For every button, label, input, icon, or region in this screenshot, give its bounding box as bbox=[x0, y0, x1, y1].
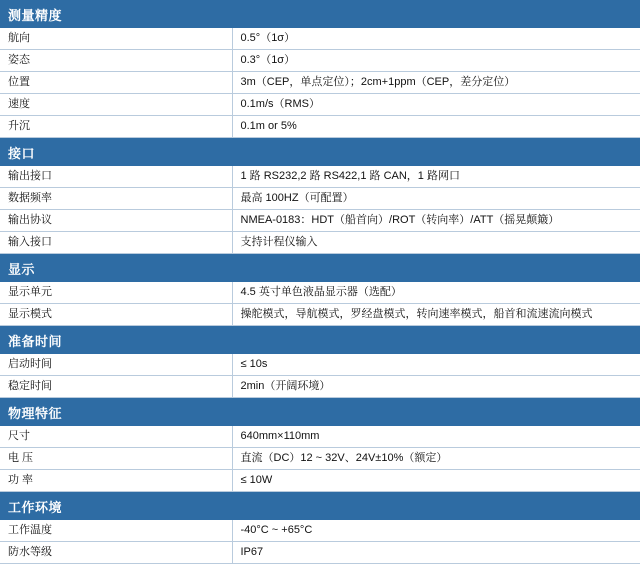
section-header-row bbox=[0, 138, 640, 167]
spec-label: 稳定时间 bbox=[0, 376, 232, 398]
table-row bbox=[0, 72, 640, 94]
spec-label: 数据频率 bbox=[0, 188, 232, 210]
spec-value: -40°C ~ +65°C bbox=[232, 520, 640, 542]
table-row bbox=[0, 470, 640, 492]
spec-value: 操舵模式，导航模式，罗经盘模式，转向速率模式，船首和流速流向模式 bbox=[232, 304, 640, 326]
table-row bbox=[0, 304, 640, 326]
spec-value: 支持计程仪输入 bbox=[232, 232, 640, 254]
section-heading: 工作环境 bbox=[0, 492, 640, 521]
table-row bbox=[0, 188, 640, 210]
spec-value: 4.5 英寸单色液晶显示器（选配） bbox=[232, 282, 640, 304]
section-heading: 准备时间 bbox=[0, 326, 640, 355]
spec-value: 2min（开阔环境） bbox=[232, 376, 640, 398]
spec-label: 航向 bbox=[0, 28, 232, 50]
table-row bbox=[0, 520, 640, 542]
spec-label: 工作温度 bbox=[0, 520, 232, 542]
spec-label: 防水等级 bbox=[0, 542, 232, 564]
table-row bbox=[0, 448, 640, 470]
table-row bbox=[0, 50, 640, 72]
table-row bbox=[0, 282, 640, 304]
spec-value: ≤ 10s bbox=[232, 354, 640, 376]
table-row bbox=[0, 354, 640, 376]
spec-label: 输出接口 bbox=[0, 166, 232, 188]
spec-value: 0.1m/s（RMS） bbox=[232, 94, 640, 116]
spec-label: 功 率 bbox=[0, 470, 232, 492]
spec-label: 电 压 bbox=[0, 448, 232, 470]
spec-label: 升沉 bbox=[0, 116, 232, 138]
spec-value: 1 路 RS232,2 路 RS422,1 路 CAN，1 路网口 bbox=[232, 166, 640, 188]
spec-value: 3m（CEP，单点定位）；2cm+1ppm（CEP，差分定位） bbox=[232, 72, 640, 94]
spec-value: NMEA-0183：HDT（船首向）/ROT（转向率）/ATT（摇晃颠簸） bbox=[232, 210, 640, 232]
section-header-row bbox=[0, 254, 640, 283]
spec-label: 显示单元 bbox=[0, 282, 232, 304]
table-row bbox=[0, 116, 640, 138]
section-header-row bbox=[0, 0, 640, 28]
spec-label: 位置 bbox=[0, 72, 232, 94]
table-row bbox=[0, 94, 640, 116]
section-heading: 物理特征 bbox=[0, 398, 640, 427]
table-row bbox=[0, 542, 640, 564]
spec-value: 直流（DC）12 ~ 32V、24V±10%（额定） bbox=[232, 448, 640, 470]
section-heading: 测量精度 bbox=[0, 0, 640, 28]
spec-label: 输入接口 bbox=[0, 232, 232, 254]
spec-label: 显示模式 bbox=[0, 304, 232, 326]
table-row bbox=[0, 28, 640, 50]
spec-value: 0.3°（1σ） bbox=[232, 50, 640, 72]
section-header-row bbox=[0, 492, 640, 521]
section-heading: 接口 bbox=[0, 138, 640, 167]
table-row bbox=[0, 426, 640, 448]
section-header-row bbox=[0, 398, 640, 427]
table-row bbox=[0, 376, 640, 398]
spec-value: 640mm×110mm bbox=[232, 426, 640, 448]
spec-value: 0.5°（1σ） bbox=[232, 28, 640, 50]
spec-label: 输出协议 bbox=[0, 210, 232, 232]
spec-label: 尺寸 bbox=[0, 426, 232, 448]
section-heading: 显示 bbox=[0, 254, 640, 283]
spec-value: ≤ 10W bbox=[232, 470, 640, 492]
spec-label: 速度 bbox=[0, 94, 232, 116]
table-row bbox=[0, 210, 640, 232]
spec-label: 姿态 bbox=[0, 50, 232, 72]
spec-value: 0.1m or 5% bbox=[232, 116, 640, 138]
table-row bbox=[0, 232, 640, 254]
section-header-row bbox=[0, 326, 640, 355]
spec-value: 最高 100HZ（可配置） bbox=[232, 188, 640, 210]
table-row bbox=[0, 166, 640, 188]
spec-value: IP67 bbox=[232, 542, 640, 564]
spec-label: 启动时间 bbox=[0, 354, 232, 376]
